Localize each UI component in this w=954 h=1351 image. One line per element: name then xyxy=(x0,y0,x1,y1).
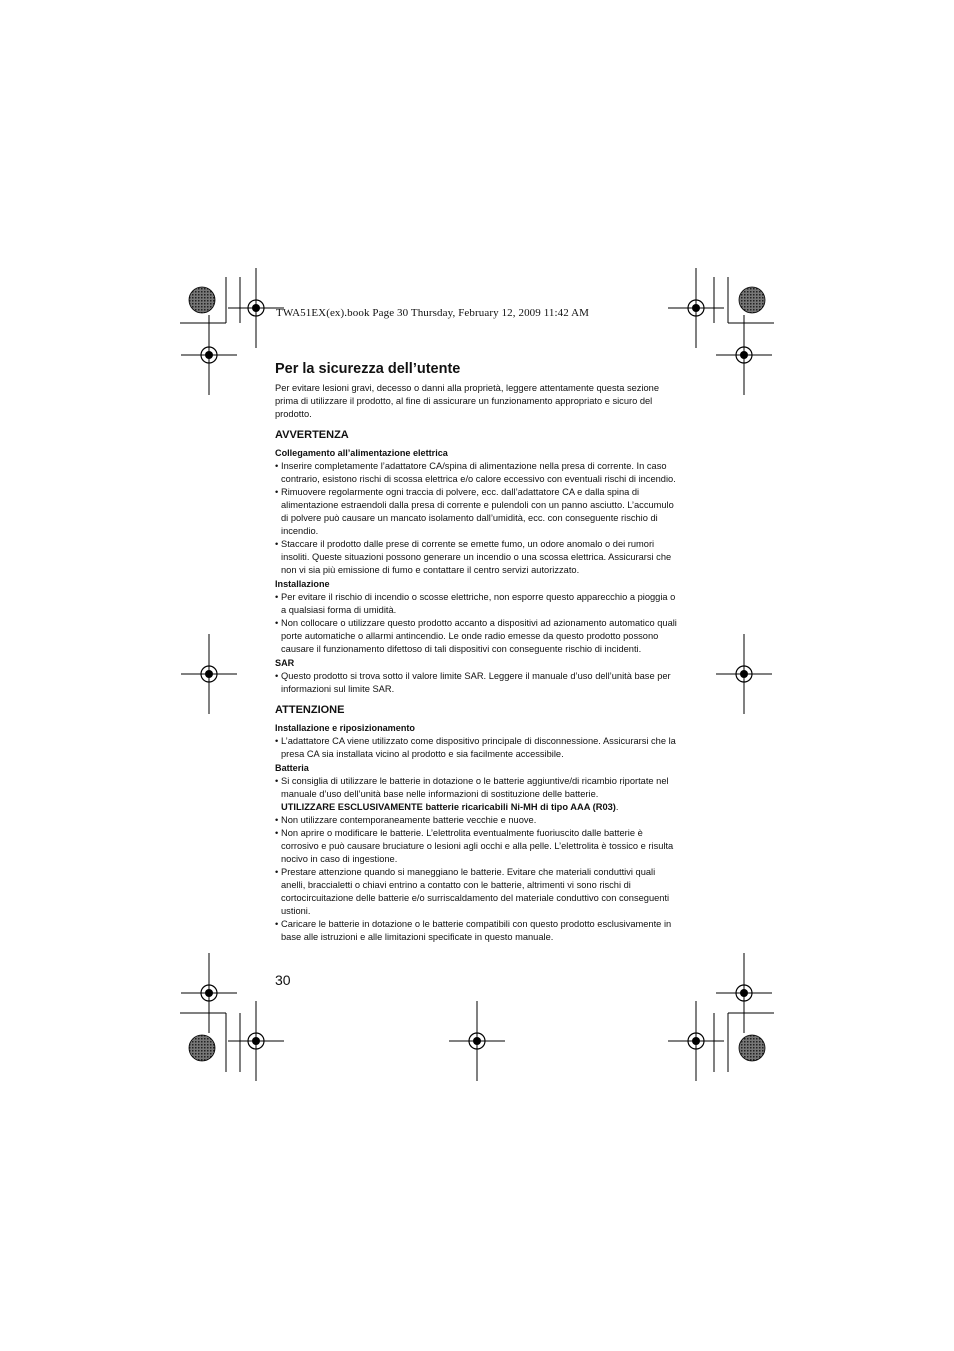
sar-heading: SAR xyxy=(275,658,295,668)
list-item: • Inserire completamente l’adattatore CA/spina di alimentazione nella presa di corrente. In caso contrario, esistono rischi di scossa elettrica e/o calore eccessivo con eventuali rischi di incendio. xyxy=(275,460,681,486)
starburst-icon xyxy=(189,1035,215,1061)
safety-section xyxy=(275,360,681,944)
battery-type-warning: UTILIZZARE ESCLUSIVAMENTE batterie ricaricabili Ni-MH di tipo AAA (R03). xyxy=(281,802,619,812)
alimentazione-list xyxy=(275,460,681,577)
riposizionamento-list xyxy=(275,735,681,761)
avvertenza-heading: AVVERTENZA xyxy=(275,429,349,441)
list-item xyxy=(275,775,681,814)
list-item: • Non aprire o modificare le batterie. L’elettrolita eventualmente fuoriuscito dalle batterie è corrosivo e può causare bruciature o lesioni agli occhi e alla pelle. L’elettrolita è tossico e risulta nocivo in caso di ingestione. xyxy=(275,827,681,866)
sar-list xyxy=(275,670,681,696)
page-number: 30 xyxy=(275,972,291,988)
installazione-heading: Installazione xyxy=(275,579,330,589)
batteria-heading: Batteria xyxy=(275,763,309,773)
attenzione-heading: ATTENZIONE xyxy=(275,704,345,716)
list-item: • Staccare il prodotto dalle prese di corrente se emette fumo, un odore anomalo o dei rumori insoliti. Queste situazioni possono generare un incendio o una scossa elettrica. Assicurarsi che non vi sia più emissione di fumo e contattare il centro servizi autorizzato. xyxy=(275,538,681,577)
starburst-icon xyxy=(739,287,765,313)
list-item: • Per evitare il rischio di incendio o scosse elettriche, non esporre questo apparecchio a pioggia o a qualsiasi forma di umidità. xyxy=(275,591,681,617)
list-item: • Rimuovere regolarmente ogni traccia di polvere, ecc. dall’adattatore CA e dalla spina di alimentazione estraendoli dalla presa di corrente e pulendoli con un panno asciutto. L’accumulo di polvere può causare un mancato isolamento dall’umidità, ecc. con conseguente rischio di incendio. xyxy=(275,486,681,538)
installazione-list xyxy=(275,591,681,656)
list-item: • Caricare le batterie in dotazione o le batterie compatibili con questo prodotto esclusivamente in base alle istruzioni e alle limitazioni specificate in questo manuale. xyxy=(275,918,681,944)
print-file-header: TWA51EX(ex).book Page 30 Thursday, February 12, 2009 11:42 AM xyxy=(276,307,590,319)
battery-advice-text: Si consiglia di utilizzare le batterie in dotazione o le batterie aggiuntive/di ricambio riportate nel manuale d’uso dell’unità base nelle informazioni di sostituzione delle batterie. xyxy=(281,776,669,799)
page-title: Per la sicurezza dell’utente xyxy=(275,361,461,377)
list-item: • Non collocare o utilizzare questo prodotto accanto a dispositivi ad azionamento automatico quali porte automatiche o allarmi antincendio. Le onde radio emesse da questo prodotto possono causare il funzionamento difettoso di tali dispositivi con conseguente rischio di incidenti. xyxy=(275,617,681,656)
batteria-list xyxy=(275,775,681,944)
riposizionamento-heading: Installazione e riposizionamento xyxy=(275,723,415,733)
intro-paragraph: Per evitare lesioni gravi, decesso o danni alla proprietà, leggere attentamente questa sezione prima di utilizzare il prodotto, al fine di assicurare un funzionamento appropriato e sicuro del prodotto. xyxy=(275,383,659,419)
list-item: • Prestare attenzione quando si maneggiano le batterie. Evitare che materiali conduttivi quali anelli, braccialetti o chiavi entrino a contatto con le batterie, altrimenti vi sono rischi di cortocircuitazione delle batterie e/o surriscaldamento del materiale conduttivo con conseguenti ustioni. xyxy=(275,866,681,918)
list-item: • L’adattatore CA viene utilizzato come dispositivo principale di disconnessione. Assicurarsi che la presa CA sia installata vicino al prodotto e sia facilmente accessibile. xyxy=(275,735,681,761)
list-item: • Non utilizzare contemporaneamente batterie vecchie e nuove. xyxy=(275,814,681,827)
list-item: • Questo prodotto si trova sotto il valore limite SAR. Leggere il manuale d’uso dell’unità base per informazioni sul limite SAR. xyxy=(275,670,681,696)
starburst-icon xyxy=(739,1035,765,1061)
starburst-icon xyxy=(189,287,215,313)
alimentazione-heading: Collegamento all’alimentazione elettrica xyxy=(275,448,448,458)
